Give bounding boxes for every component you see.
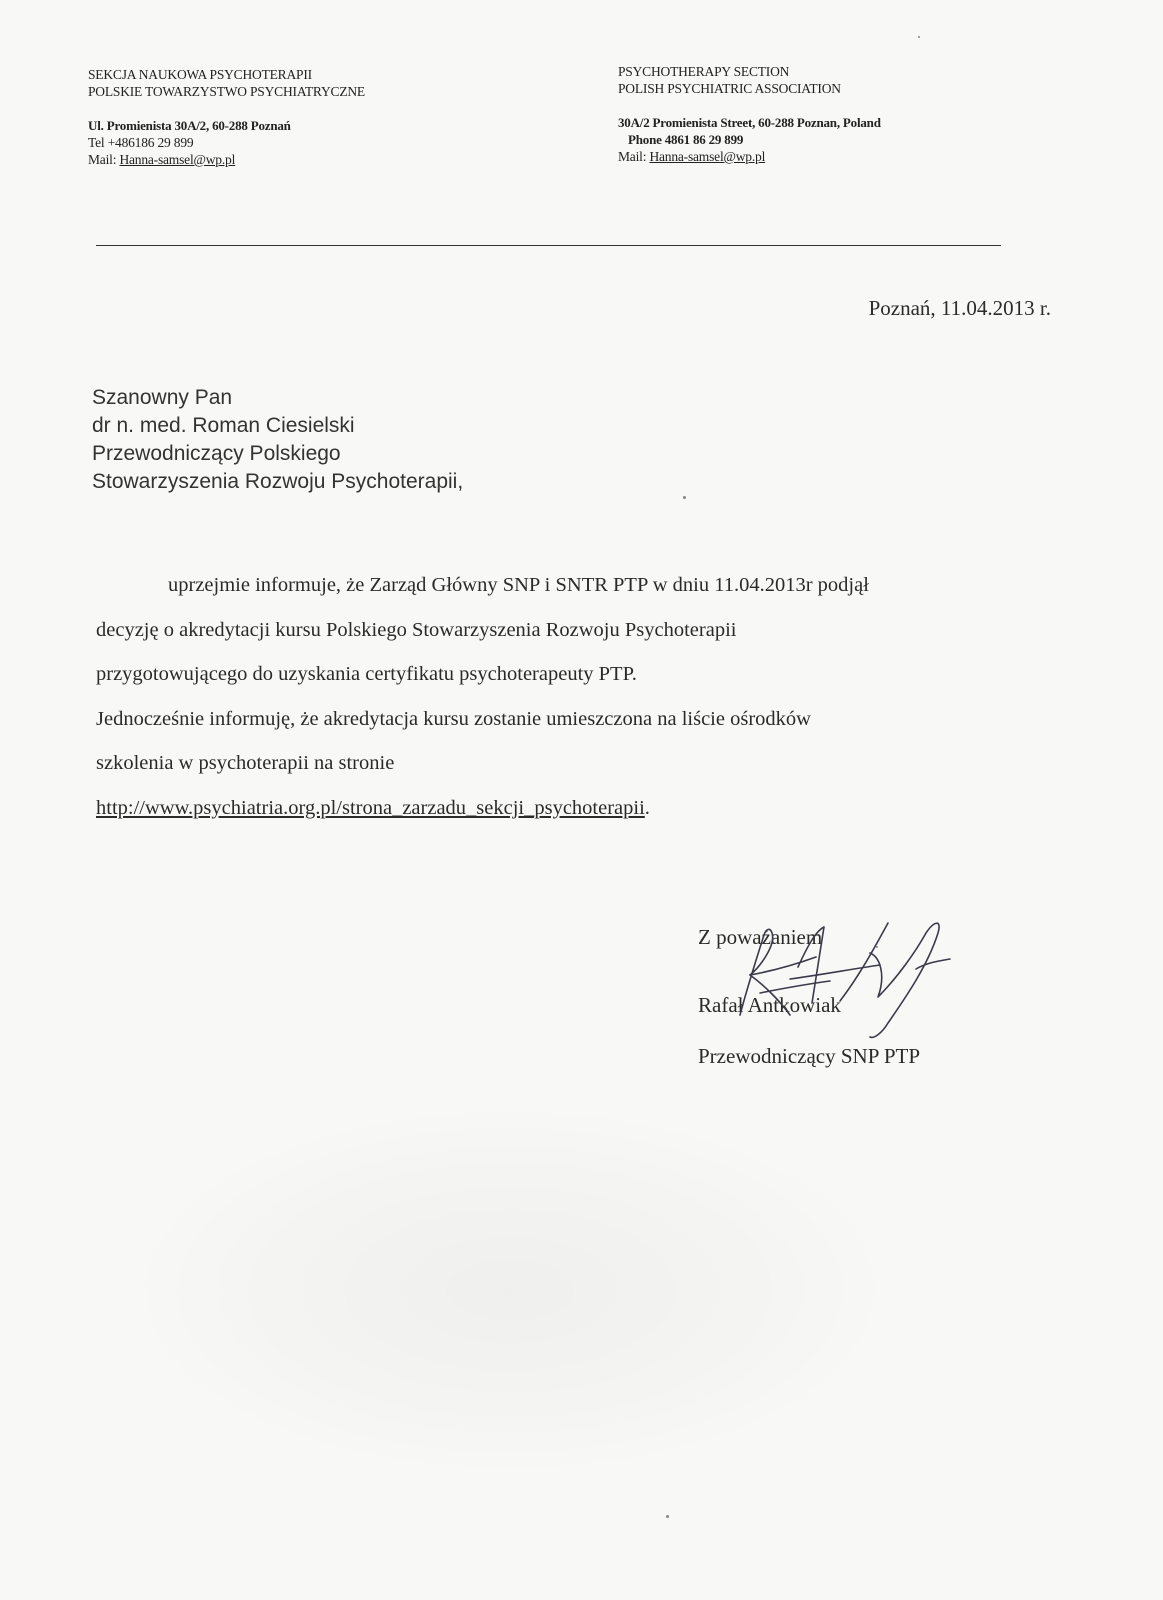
paper-speck	[666, 1515, 669, 1518]
recipient-line4: Stowarzyszenia Rozwoju Psychoterapii,	[92, 470, 464, 493]
header-right-address: 30A/2 Promienista Street, 60-288 Poznan, Poland	[618, 115, 881, 130]
header-right-phone: Phone 4861 86 29 899	[628, 132, 744, 147]
header-right-mail-row	[618, 148, 881, 165]
letter-body	[96, 563, 1056, 830]
paper-speck	[876, 946, 878, 948]
header-divider	[96, 245, 1001, 246]
paper-speck	[683, 496, 686, 499]
body-link-row	[96, 786, 1056, 831]
body-line3: przygotowującego do uzyskania certyfikatu psychoterapeuty PTP.	[96, 663, 637, 685]
header-left-org-line2: POLSKIE TOWARZYSTWO PSYCHIATRYCZNE	[88, 84, 365, 99]
recipient-line2: dr n. med. Roman Ciesielski	[92, 414, 355, 437]
closing-salutation: Z poważaniem	[698, 925, 823, 949]
body-link-suffix: .	[644, 796, 650, 819]
header-left-mail-link[interactable]: Hanna-samsel@wp.pl	[119, 152, 236, 167]
body-line4: Jednocześnie informuję, że akredytacja kursu zostanie umieszczona na liście ośrodków	[96, 707, 811, 730]
recipient-block	[92, 384, 463, 496]
header-left	[88, 66, 365, 168]
header-right-mail-link[interactable]: Hanna-samsel@wp.pl	[649, 149, 766, 164]
header-left-phone: Tel +486186 29 899	[88, 135, 194, 150]
header-right	[618, 63, 881, 165]
recipient-line3: Przewodniczący Polskiego	[92, 442, 341, 465]
recipient-line1: Szanowny Pan	[92, 386, 233, 409]
body-line5: szkolenia w psychoterapii na stronie	[96, 752, 395, 774]
header-right-org-line2: POLISH PSYCHIATRIC ASSOCIATION	[618, 81, 841, 96]
signatory-name: Rafał Antkowiak	[698, 993, 841, 1017]
signatory-title: Przewodniczący SNP PTP	[698, 1044, 921, 1068]
header-left-mail-label: Mail:	[88, 152, 117, 167]
body-line2: decyzję o akredytacji kursu Polskiego Stowarzyszenia Rozwoju Psychoterapii	[96, 618, 737, 641]
header-left-mail-row	[88, 151, 365, 168]
header-right-mail-label: Mail:	[618, 149, 647, 164]
letter-date: Poznań, 11.04.2013 r.	[868, 296, 1051, 320]
body-line1: uprzejmie informuje, że Zarząd Główny SNP i SNTR PTP w dniu 11.04.2013r podjął	[168, 574, 869, 596]
paper-speck	[918, 36, 920, 38]
header-left-address: Ul. Promienista 30A/2, 60-288 Poznań	[88, 118, 291, 133]
header-left-org-line1: SEKCJA NAUKOWA PSYCHOTERAPII	[88, 67, 312, 82]
psychotherapy-section-link[interactable]: http://www.psychiatria.org.pl/strona_zarzadu_sekcji_psychoterapii	[96, 796, 645, 819]
header-right-org-line1: PSYCHOTHERAPY SECTION	[618, 64, 790, 79]
closing-block	[698, 923, 920, 1070]
